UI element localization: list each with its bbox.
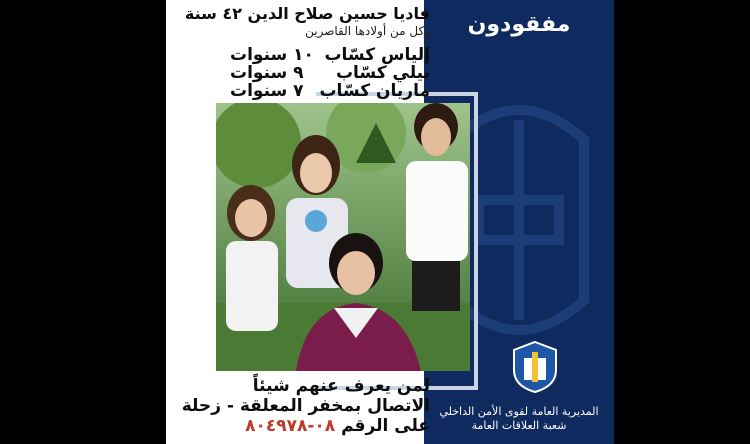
children-list <box>230 46 430 100</box>
list-item <box>230 46 430 64</box>
child-age: ٩ سنوات <box>230 63 304 83</box>
child-name: ماريان كسّاب <box>319 81 430 101</box>
org-line: المديرية العامة لقوى الأمن الداخلي <box>439 405 599 418</box>
list-item <box>230 64 430 82</box>
family-photo <box>216 103 470 371</box>
isf-logo-icon <box>512 340 558 394</box>
organization-name <box>424 405 614 433</box>
mother-name: فاديا حسين صلاح الدين ٤٢ سنة <box>184 4 430 23</box>
missing-title: مفقودون <box>467 12 571 37</box>
contact-line: الاتصال بمخفر المعلقة - زحلة <box>181 396 430 416</box>
list-item <box>230 82 430 100</box>
mother-subtitle: وكل من أولادها القاصرين <box>305 24 430 38</box>
child-age: ١٠ سنوات <box>230 45 314 65</box>
child-age: ٧ سنوات <box>230 81 304 101</box>
org-line: شعبة العلاقات العامة <box>471 419 567 432</box>
contact-line: لمن يعرف عنهم شيئاً <box>252 376 430 396</box>
child-name: نيلي كسّاب <box>335 63 430 83</box>
contact-prefix: على الرقم <box>341 416 430 436</box>
phone-number: ٠٨-٨٠٤٩٧٨ <box>245 416 336 436</box>
child-name: إلياس كسّاب <box>324 45 430 65</box>
contact-info <box>182 376 430 436</box>
missing-persons-poster <box>166 0 614 444</box>
contact-line <box>182 416 430 436</box>
